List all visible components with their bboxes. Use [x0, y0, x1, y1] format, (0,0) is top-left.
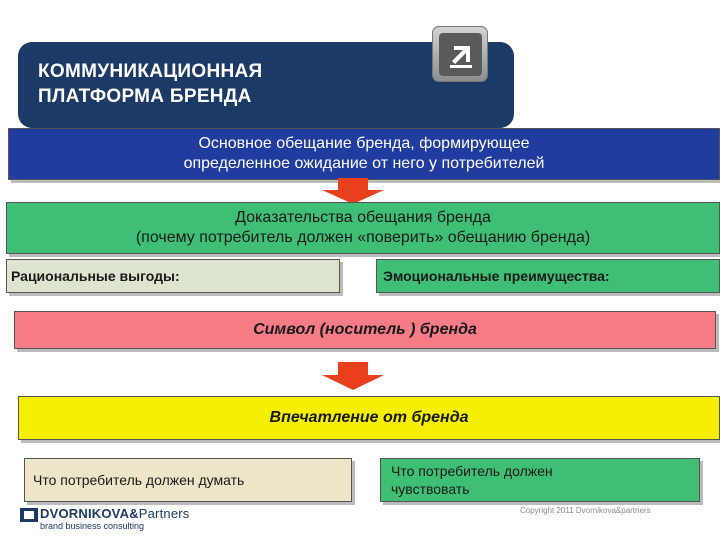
brand-impression-label: Впечатление от бренда	[269, 409, 469, 426]
consumer-feel-line-2: чувствовать	[391, 481, 470, 497]
company-tagline: brand business consulting	[40, 521, 145, 531]
brand-symbol-box	[14, 311, 716, 349]
down-arrow-icon	[318, 362, 388, 390]
logo-badge	[432, 26, 488, 82]
company-name-partners: Partners	[138, 506, 190, 521]
down-arrow-icon	[318, 178, 388, 204]
emotional-benefits-label: Эмоциональные преимущества:	[383, 268, 610, 284]
consumer-think-label: Что потребитель должен думать	[33, 472, 245, 488]
company-logo	[20, 506, 200, 536]
brand-impression-box	[18, 396, 720, 440]
consumer-feel-line-1: Что потребитель должен	[391, 463, 553, 479]
company-name	[40, 506, 189, 521]
brand-proof-box	[6, 202, 720, 254]
brand-symbol-label: Символ (носитель ) бренда	[253, 321, 477, 338]
company-mark-icon	[20, 508, 38, 522]
brand-promise-box	[8, 128, 720, 180]
company-name-main: DVORNIKOVA&	[40, 506, 139, 521]
brand-promise-line-1: Основное обещание бренда, формирующее	[198, 135, 530, 152]
arrow-up-right-icon	[439, 33, 482, 76]
rational-benefits-box	[6, 259, 340, 293]
brand-proof-line-2: (почему потребитель должен «поверить» обещанию бренда)	[135, 229, 591, 246]
title-line-2: ПЛАТФОРМА БРЕНДА	[38, 86, 252, 107]
emotional-benefits-box	[376, 259, 720, 293]
rational-benefits-label: Рациональные выгоды:	[11, 268, 180, 284]
brand-promise-line-2: определенное ожидание от него у потребителей	[183, 155, 545, 172]
title-line-1: КОММУНИКАЦИОННАЯ	[38, 61, 263, 82]
consumer-think-box	[24, 458, 352, 502]
copyright-text: Copyright 2011 Dvornikova&partners	[520, 506, 651, 515]
consumer-feel-box	[380, 458, 700, 502]
brand-proof-line-1: Доказательства обещания бренда	[235, 209, 491, 226]
